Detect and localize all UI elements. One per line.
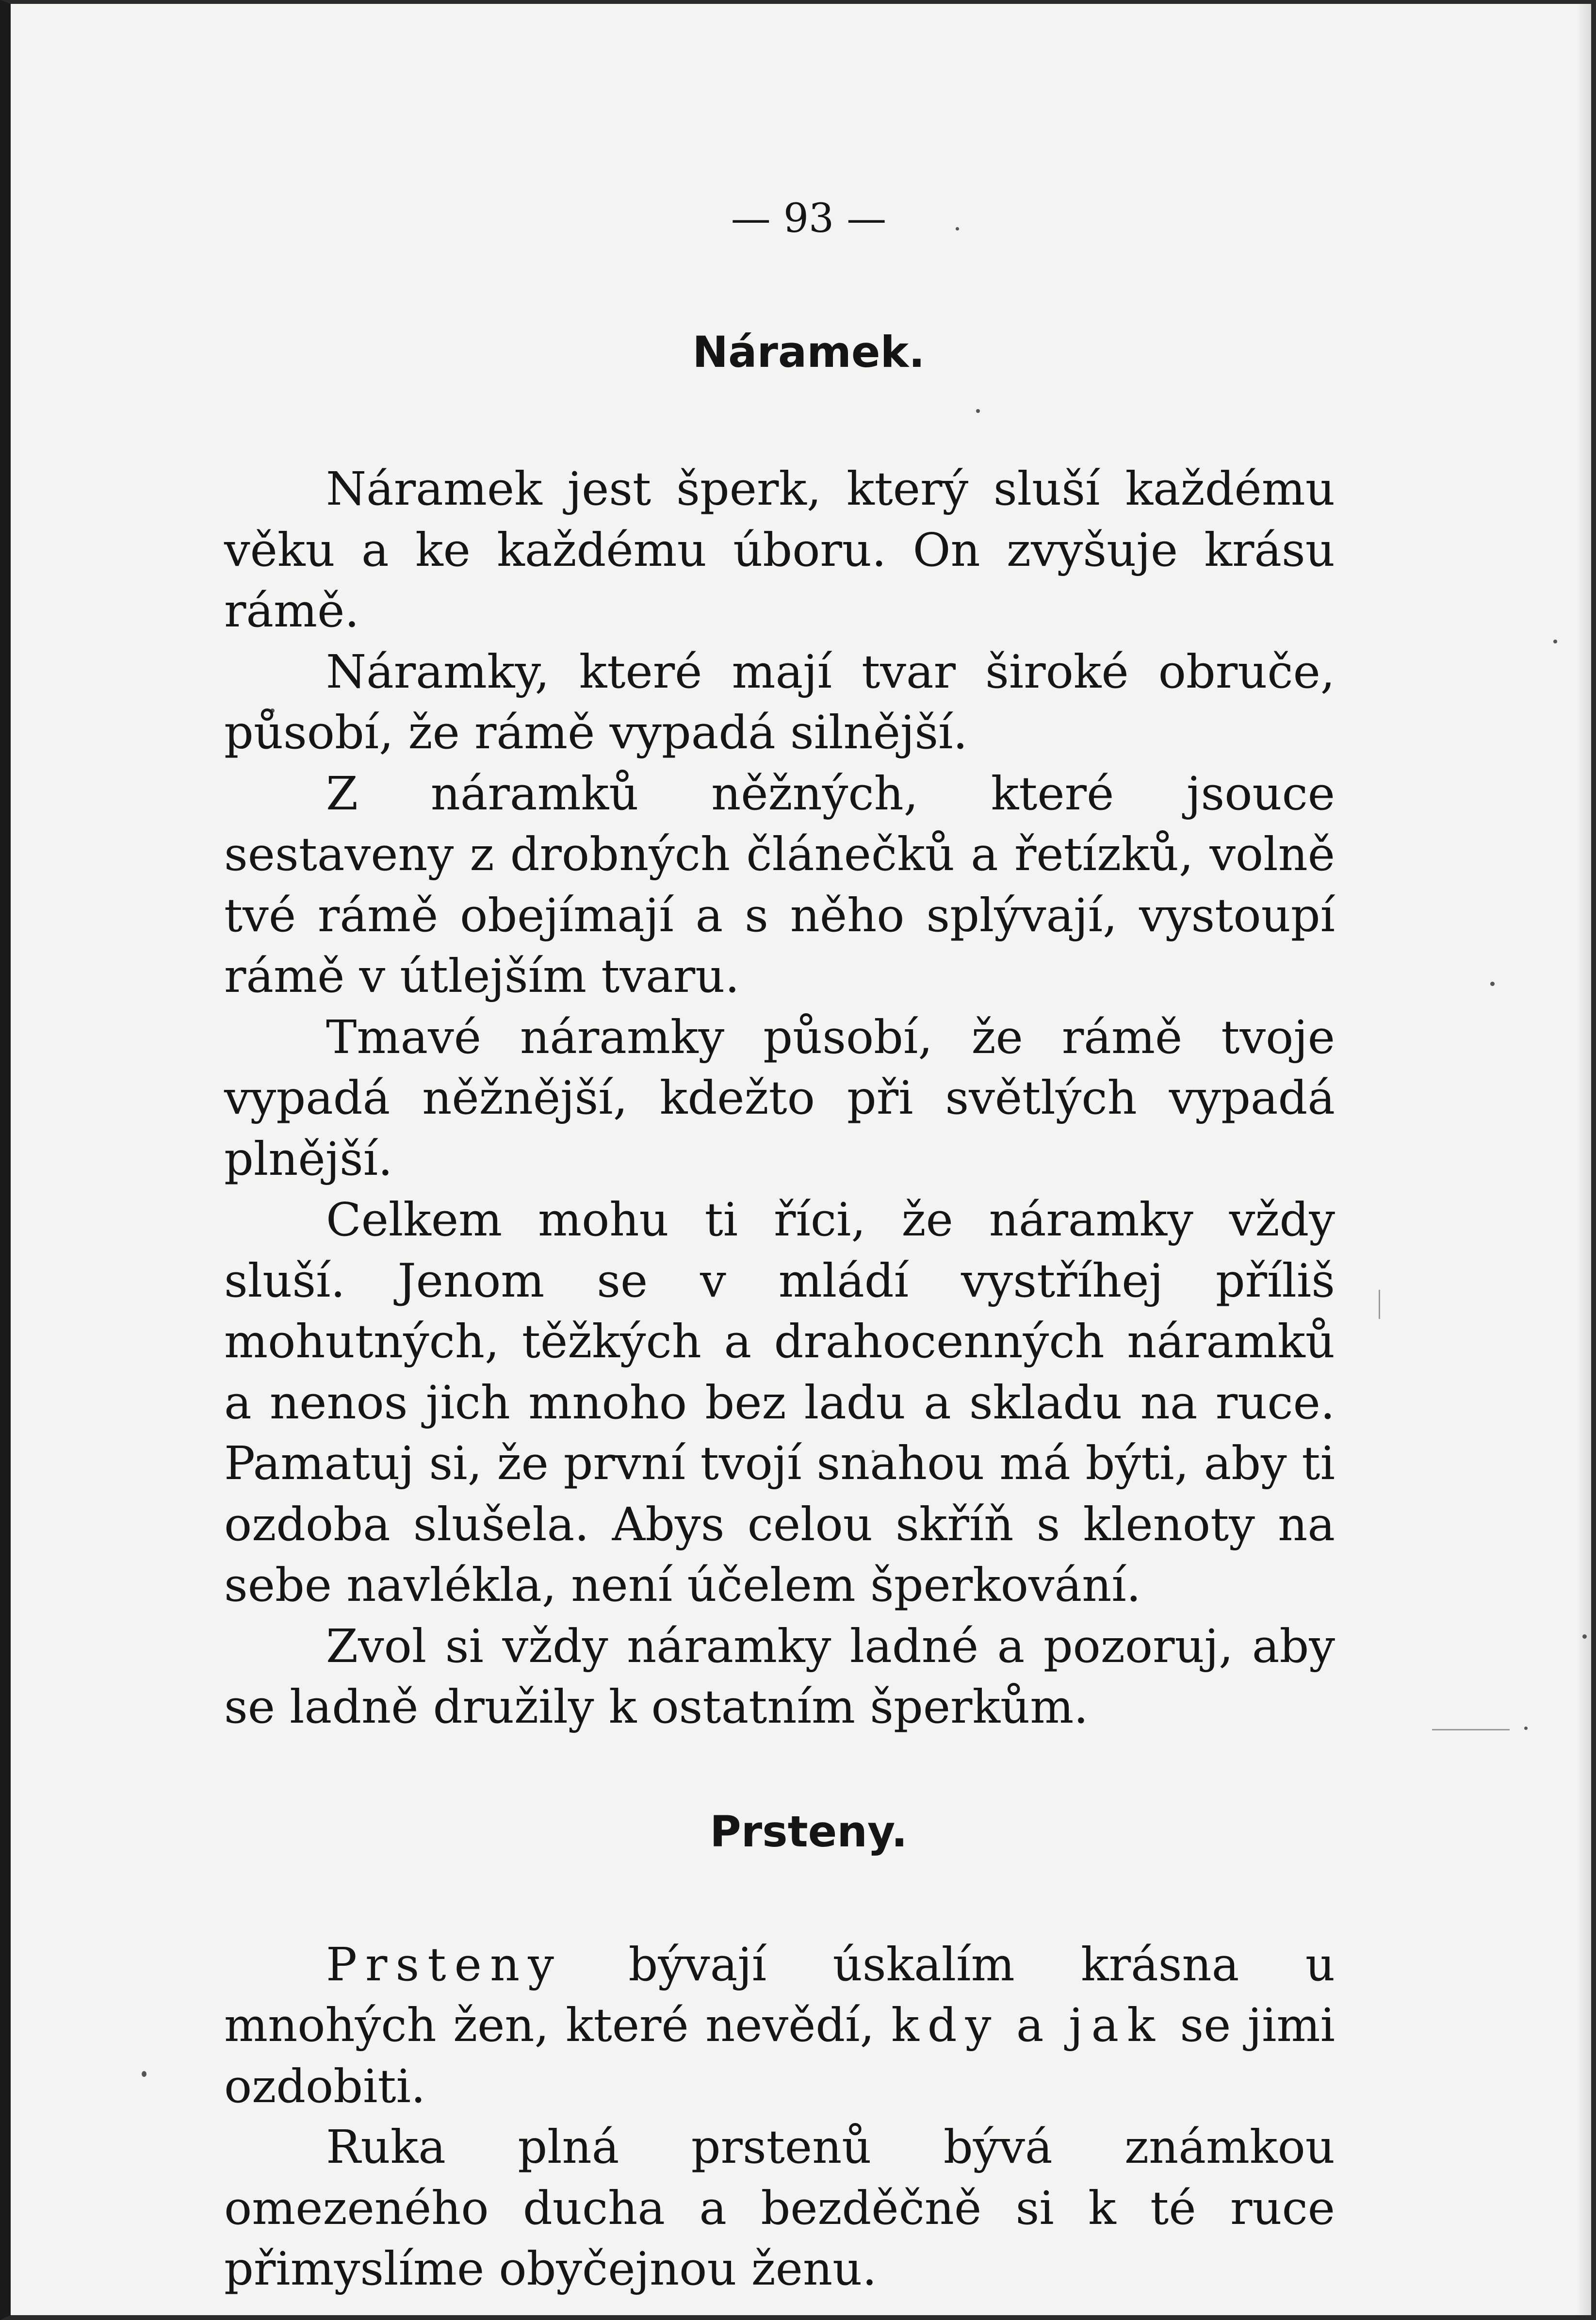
scan-speck bbox=[1582, 1634, 1587, 1639]
section-title-naramek: Náramek. bbox=[692, 327, 925, 377]
scan-speck bbox=[1490, 982, 1495, 986]
emphasized-word: jak bbox=[1069, 1999, 1163, 2052]
emphasized-word: a bbox=[1016, 1999, 1052, 2052]
scan-speck bbox=[1524, 1727, 1528, 1730]
paragraph: Ruka plná prstenů bývá známkou omezeného ducha a bezděčně si k té ruce přimyslíme obyčejnou ženu. bbox=[224, 2121, 1335, 2296]
scan-speck bbox=[142, 2071, 147, 2077]
emphasized-word: kdy bbox=[891, 1999, 1000, 2052]
paragraph: Náramek jest šperk, který sluší každému věku a ke každému úboru. On zvyšuje krásu rámě. bbox=[224, 462, 1335, 638]
paragraph: Náramky, které mají tvar široké obruče, působí, že rámě vypadá silnější. bbox=[224, 645, 1335, 759]
text-run: se jimi ozdobiti. bbox=[224, 1999, 1335, 2113]
scan-scratch bbox=[1432, 1729, 1510, 1730]
page-edge-shadow bbox=[1577, 4, 1591, 2315]
emphasized-word: Prsteny bbox=[326, 1938, 563, 1991]
section-title-prsteny: Prsteny. bbox=[710, 1806, 908, 1857]
paragraph: Tmavé náramky působí, že rámě tvoje vypadá něžnější, kdežto při světlých vypadá plnější. bbox=[224, 1010, 1335, 1186]
page-text bbox=[224, 188, 1335, 2300]
paragraph bbox=[224, 1935, 1335, 2118]
page-number: — 93 — bbox=[731, 196, 887, 242]
scan-speck bbox=[1553, 640, 1557, 643]
scan-scratch bbox=[1379, 1290, 1380, 1319]
text-run: bývají úskalím krásna u mnohých žen, které nevědí, bbox=[224, 1938, 1335, 2052]
paragraph: Zvol si vždy náramky ladné a pozoruj, aby se ladně družily k ostatním šperkům. bbox=[224, 1619, 1335, 1734]
paragraph: Celkem mohu ti říci, že náramky vždy sluší. Jenom se v mládí vystříhej příliš mohutných, těžkých a drahocenných náramků a nenos jich mnoho bez ladu a skladu na ruce. Pamatuj si, že první tvojí snahou má býti, aby ti ozdoba slušela. Abys celou skříň s klenoty na sebe navlékla, není účelem šperkování. bbox=[224, 1193, 1335, 1612]
paragraph: Z náramků něžných, které jsouce sestaveny z drobných článečků a řetízků, volně tvé rámě obejímají a s něho splývají, vystoupí rámě v útlejším tvaru. bbox=[224, 767, 1335, 1003]
